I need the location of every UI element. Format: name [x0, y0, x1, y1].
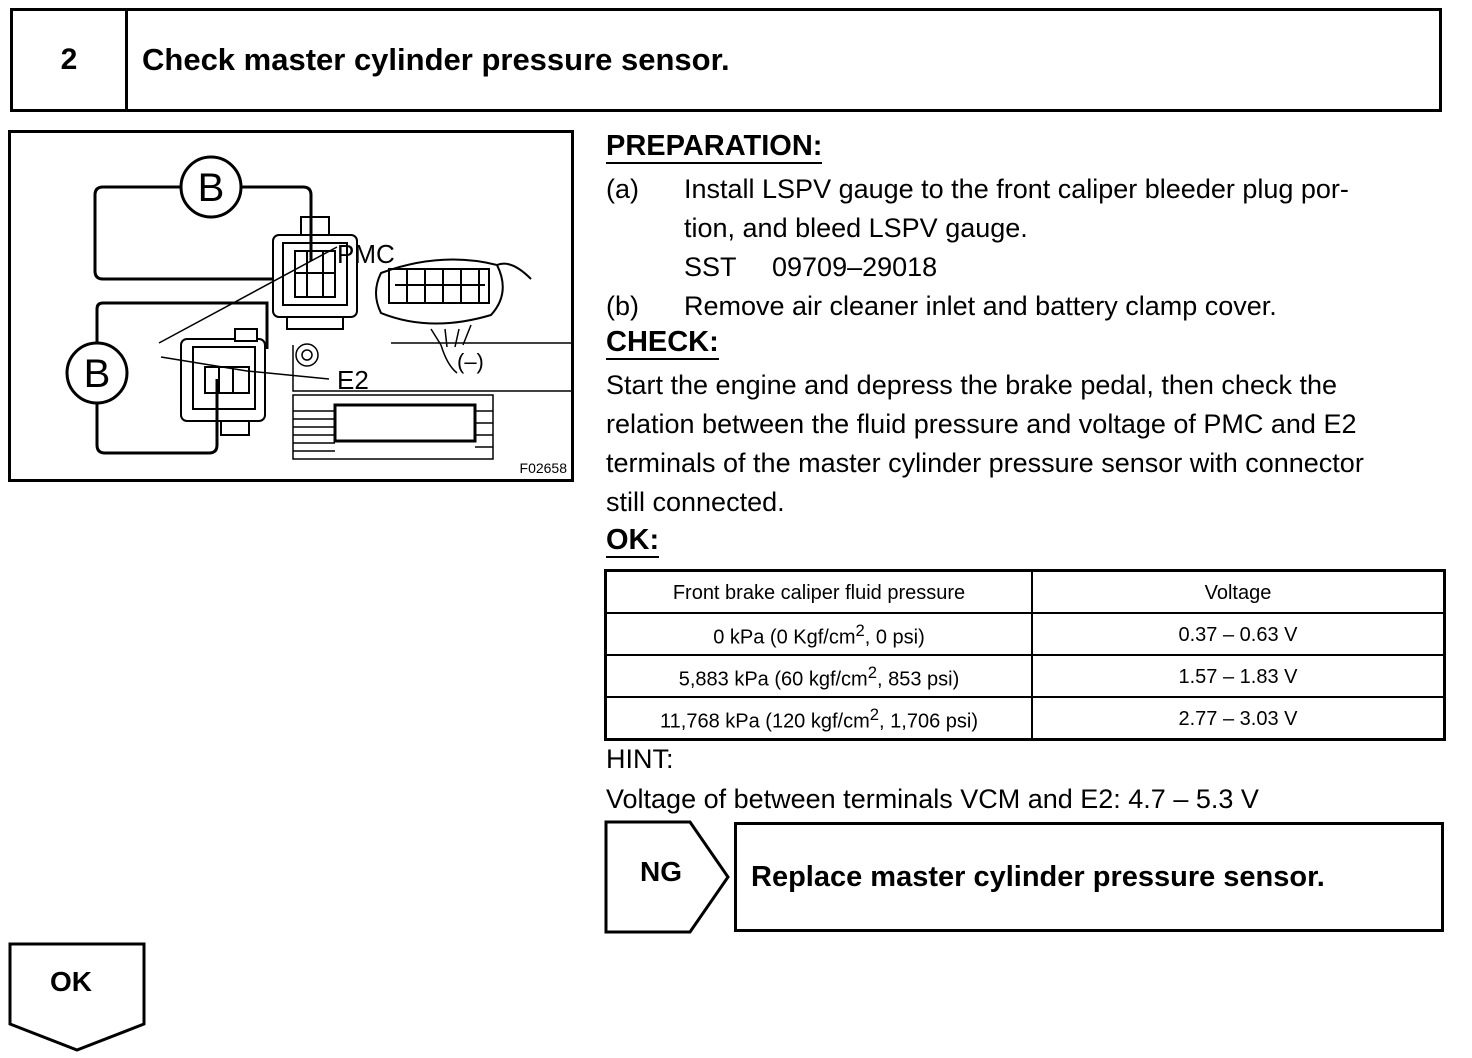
- ok-arrow-shape: [8, 942, 148, 1054]
- ground-label: (–): [457, 349, 484, 374]
- figure-code: F02658: [519, 460, 567, 476]
- table-row: [606, 697, 1445, 740]
- check-heading: CHECK:: [606, 326, 719, 358]
- meter-label-top: B: [197, 166, 225, 210]
- pressure-cell: 11,768 kPa (120 kgf/$cm^2$, 1,706 psi): [606, 697, 1033, 740]
- sst-label: SST: [684, 252, 737, 282]
- prep-item-b: [606, 287, 1446, 326]
- ok-heading: OK:: [606, 524, 660, 556]
- ok-heading-wrap: [606, 524, 659, 558]
- prep-item-letter: (a): [606, 174, 639, 204]
- connector-diagram: [11, 133, 571, 479]
- sst-value: 09709–29018: [772, 252, 938, 282]
- lower-connector: [181, 329, 265, 435]
- ng-action: Replace master cylinder pressure sensor.: [734, 822, 1444, 932]
- pressure-cell: 5,883 kPa (60 kgf/$cm^2$, 853 psi): [606, 655, 1033, 697]
- check-line: relation between the fluid pressure and voltage of PMC and E2: [606, 409, 1357, 439]
- loose-connector: [376, 260, 531, 373]
- sst-row: [606, 248, 1446, 287]
- upper-connector: [273, 217, 357, 329]
- prep-item-line: tion, and bleed LSPV gauge.: [684, 213, 1028, 243]
- table-row: [606, 655, 1445, 697]
- table-row: [606, 613, 1445, 655]
- check-line: Start the engine and depress the brake pedal, then check the: [606, 370, 1338, 400]
- engine-block: [293, 343, 571, 459]
- prep-item-a-cont: [606, 209, 1446, 248]
- hint-label: HINT:: [606, 744, 674, 774]
- check-line: terminals of the master cylinder pressure sensor with connector: [606, 448, 1364, 478]
- check-text: [606, 366, 1451, 522]
- ok-flow-label: OK: [50, 966, 92, 997]
- voltage-spec-table: [604, 569, 1446, 741]
- preparation-list: [606, 170, 1446, 326]
- prep-item-a: [606, 170, 1446, 209]
- step-header: [10, 8, 1442, 112]
- voltage-cell: 1.57 – 1.83 V: [1032, 655, 1445, 697]
- prep-item-line: Remove air cleaner inlet and battery clamp cover.: [684, 291, 1277, 321]
- e2-terminal-label: E2: [337, 365, 369, 395]
- step-title: Check master cylinder pressure sensor.: [142, 42, 730, 77]
- column-header: Voltage: [1032, 571, 1445, 614]
- ng-label: NG: [640, 856, 682, 887]
- pmc-terminal-label: PMC: [337, 239, 395, 269]
- hint-text: Voltage of between terminals VCM and E2: 4.7 – 5.3 V: [606, 784, 1259, 814]
- check-line: still connected.: [606, 487, 785, 517]
- wiring-illustration: [8, 130, 574, 482]
- voltage-cell: 2.77 – 3.03 V: [1032, 697, 1445, 740]
- step-number: 2: [13, 11, 128, 109]
- voltage-cell: 0.37 – 0.63 V: [1032, 613, 1445, 655]
- prep-item-letter: (b): [606, 291, 639, 321]
- prep-item-line: Install LSPV gauge to the front caliper bleeder plug por-: [684, 174, 1349, 204]
- meter-label-bottom: B: [83, 352, 111, 396]
- table-header-row: [606, 571, 1445, 614]
- check-heading-wrap: [606, 326, 719, 360]
- column-header: Front brake caliper fluid pressure: [606, 571, 1033, 614]
- preparation-heading: PREPARATION:: [606, 130, 823, 162]
- preparation-heading-wrap: [606, 130, 822, 164]
- pressure-cell: 0 kPa (0 Kgf/$cm^2$, 0 psi): [606, 613, 1033, 655]
